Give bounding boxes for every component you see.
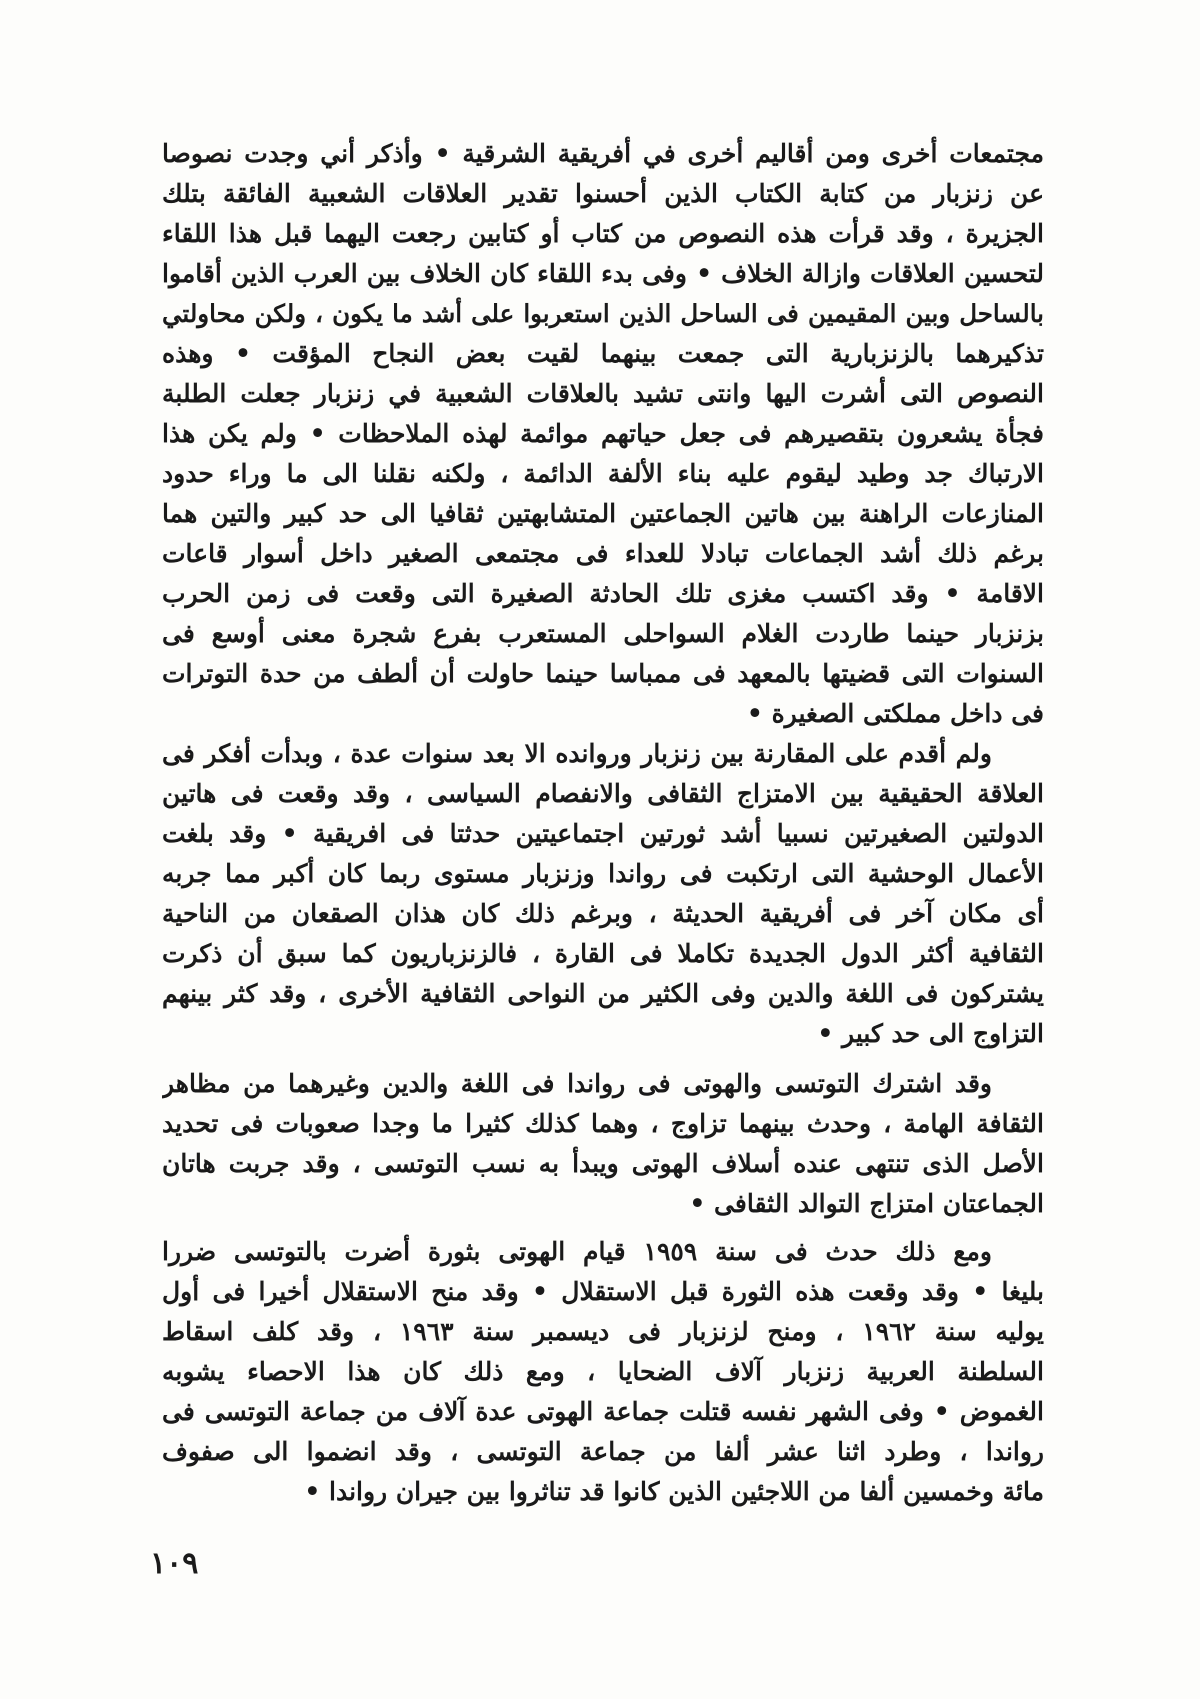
text-line: بليغا • وقد وقعت هذه الثورة قبل الاستقلال • وقد منح الاستقلال أخيرا فى أول xyxy=(162,1277,1044,1306)
text-line: التزاوج الى حد كبير • xyxy=(817,1019,1044,1048)
text-line: الاقامة • وقد اكتسب مغزى تلك الحادثة الصغيرة التى وقعت فى زمن الحرب xyxy=(162,579,1044,608)
text-line: الجزيرة ، وقد قرأت هذه النصوص من كتاب أو كتابين رجعت اليهما قبل هذا اللقاء xyxy=(162,219,1044,248)
text-line: مائة وخمسين ألفا من اللاجئين الذين كانوا قد تناثروا بين جيران رواندا • xyxy=(304,1477,1044,1506)
text-line: وقد اشترك التوتسى والهوتى فى رواندا فى اللغة والدين وغيرهما من مظاهر xyxy=(162,1069,993,1098)
paragraph-1 xyxy=(162,134,1044,734)
text-line: برغم ذلك أشد الجماعات تبادلا للعداء فى مجتمعى الصغير داخل أسوار قاعات xyxy=(162,539,1044,568)
text-line: الارتباك جد وطيد ليقوم عليه بناء الألفة الدائمة ، ولكنه نقلنا الى ما وراء حدود xyxy=(162,459,1044,488)
paragraph-3 xyxy=(162,1064,1044,1224)
page-number: ١٠٩ xyxy=(150,1546,199,1581)
text-line: فى داخل مملكتى الصغيرة • xyxy=(746,699,1044,728)
text-line: لتحسين العلاقات وازالة الخلاف • وفى بدء اللقاء كان الخلاف بين العرب الذين أقاموا xyxy=(162,259,1044,288)
text-line: الغموض • وفى الشهر نفسه قتلت جماعة الهوتى عدة آلاف من جماعة التوتسى فى xyxy=(162,1397,1044,1426)
text-line: رواندا ، وطرد اثنا عشر ألفا من جماعة التوتسى ، وقد انضموا الى صفوف xyxy=(162,1437,1044,1466)
text-line: يوليه سنة ١٩٦٢ ، ومنح لزنزبار فى ديسمبر سنة ١٩٦٣ ، وقد كلف اسقاط xyxy=(162,1317,1044,1346)
text-line: العلاقة الحقيقية بين الامتزاج الثقافى والانفصام السياسى ، وقد وقعت فى هاتين xyxy=(162,779,1044,808)
text-line: الجماعتان امتزاج التوالد الثقافى • xyxy=(689,1189,1044,1218)
text-line: الثقافة الهامة ، وحدث بينهما تزاوج ، وهما كذلك كثيرا ما وجدا صعوبات فى تحديد xyxy=(162,1109,1044,1138)
text-line: الثقافية أكثر الدول الجديدة تكاملا فى القارة ، فالزنزباريون كما سبق أن ذكرت xyxy=(162,939,1044,968)
text-line: ولم أقدم على المقارنة بين زنزبار وروانده الا بعد سنوات عدة ، وبدأت أفكر فى xyxy=(162,739,992,768)
text-line: عن زنزبار من كتابة الكتاب الذين أحسنوا تقدير العلاقات الشعبية الفائقة بتلك xyxy=(162,179,1044,208)
text-line: مجتمعات أخرى ومن أقاليم أخرى في أفريقية الشرقية • وأذكر أني وجدت نصوصا xyxy=(162,139,1044,168)
text-line: بزنزبار حينما طاردت الغلام السواحلى المستعرب بفرع شجرة معنى أوسع فى xyxy=(162,619,1044,648)
paragraph-4 xyxy=(162,1232,1044,1512)
text-line: تذكيرهما بالزنزبارية التى جمعت بينهما لقيت بعض النجاح المؤقت • وهذه xyxy=(162,339,1044,368)
text-line: يشتركون فى اللغة والدين وفى الكثير من النواحى الثقافية الأخرى ، وقد كثر بينهم xyxy=(162,979,1044,1008)
text-line: السنوات التى قضيتها بالمعهد فى ممباسا حينما حاولت أن ألطف من حدة التوترات xyxy=(162,659,1044,688)
text-line: الأعمال الوحشية التى ارتكبت فى رواندا وزنزبار مستوى ربما كان أكبر مما جربه xyxy=(162,859,1044,888)
text-line: الأصل الذى تنتهى عنده أسلاف الهوتى ويبدأ به نسب التوتسى ، وقد جربت هاتان xyxy=(162,1149,1044,1178)
text-line: أى مكان آخر فى أفريقية الحديثة ، وبرغم ذلك كان هذان الصقعان من الناحية xyxy=(162,899,1044,928)
text-line: فجأة يشعرون بتقصيرهم فى جعل حياتهم موائمة لهذه الملاحظات • ولم يكن هذا xyxy=(162,419,1044,448)
paragraph-2 xyxy=(162,734,1044,1054)
text-line: ومع ذلك حدث فى سنة ١٩٥٩ قيام الهوتى بثورة أضرت بالتوتسى ضررا xyxy=(162,1237,992,1266)
text-line: المنازعات الراهنة بين هاتين الجماعتين المتشابهتين ثقافيا الى حد كبير والتين هما xyxy=(162,499,1044,528)
text-line: الدولتين الصغيرتين نسبيا أشد ثورتين اجتماعيتين حدثتا فى افريقية • وقد بلغت xyxy=(162,819,1044,848)
text-line: بالساحل وبين المقيمين فى الساحل الذين استعربوا على أشد ما يكون ، ولكن محاولتي xyxy=(162,299,1044,328)
text-line: السلطنة العربية زنزبار آلاف الضحايا ، ومع ذلك كان هذا الاحصاء يشوبه xyxy=(162,1357,1044,1386)
text-line: النصوص التى أشرت اليها وانتى تشيد بالعلاقات الشعبية في زنزبار جعلت الطلبة xyxy=(162,379,1044,408)
